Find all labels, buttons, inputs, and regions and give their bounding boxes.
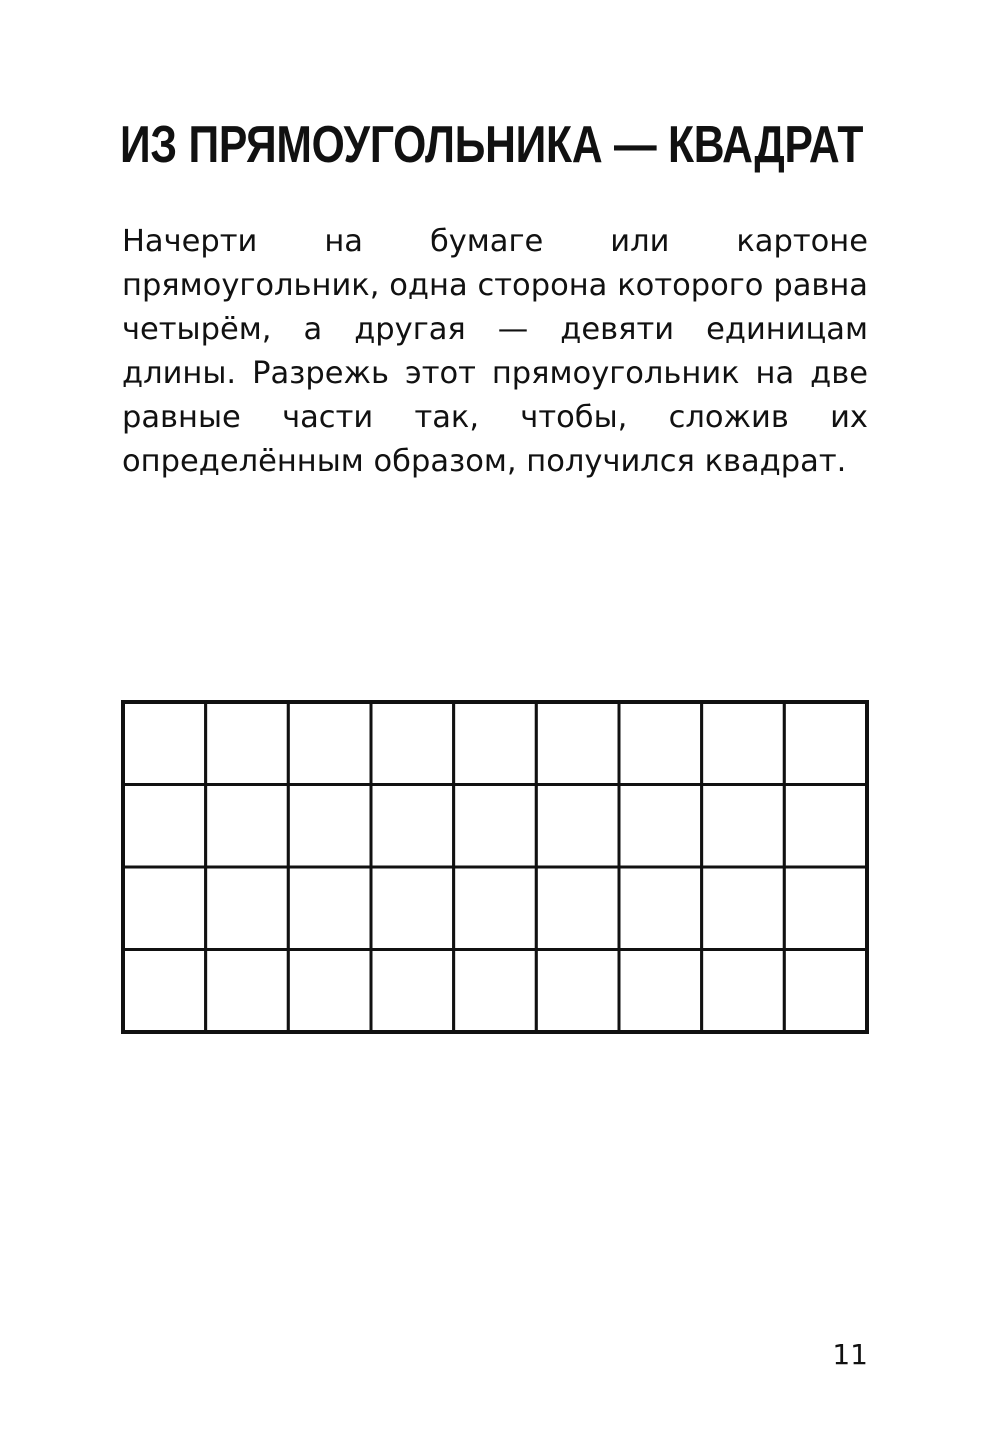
grid-cell (206, 950, 289, 1033)
grid-cell (371, 785, 454, 868)
grid-cell (784, 702, 867, 785)
grid-cell (454, 867, 537, 950)
grid-cell (123, 785, 206, 868)
rectangle-grid (121, 700, 869, 1034)
grid-cell (288, 702, 371, 785)
grid-cell (454, 950, 537, 1033)
grid-cell (619, 950, 702, 1033)
grid-drawing (121, 700, 869, 1034)
grid-cell (288, 867, 371, 950)
grid-cell (536, 785, 619, 868)
grid-cell (619, 702, 702, 785)
grid-cell (702, 785, 785, 868)
grid-cell (123, 867, 206, 950)
grid-cell (371, 950, 454, 1033)
page-title: ИЗ ПРЯМОУГОЛЬНИКА — КВАДРАТ (120, 116, 864, 174)
grid-cell (784, 867, 867, 950)
grid-cell (784, 785, 867, 868)
page-number: 11 (832, 1338, 868, 1371)
grid-cell (123, 950, 206, 1033)
grid-cell (371, 867, 454, 950)
grid-cell (371, 702, 454, 785)
grid-cell (536, 950, 619, 1033)
grid-cell (619, 785, 702, 868)
grid-cell (784, 950, 867, 1033)
grid-cell (454, 702, 537, 785)
grid-cell (206, 702, 289, 785)
grid-cell (454, 785, 537, 868)
grid-cell (536, 867, 619, 950)
grid-cell (702, 702, 785, 785)
grid-cell (206, 785, 289, 868)
instruction-text: Начерти на бумаге или картоне прямоугольник, одна сторона которого равна четырём, а другая — девяти единицам длины. Разрежь этот прямоугольник на две равные части так, чтобы, сложив их определённым образом, получился квадрат. (122, 224, 868, 479)
grid-cell (702, 950, 785, 1033)
grid-cell (536, 702, 619, 785)
grid-cell (702, 867, 785, 950)
grid-cell (288, 950, 371, 1033)
grid-cell (123, 702, 206, 785)
grid-cell (619, 867, 702, 950)
grid-cell (288, 785, 371, 868)
grid-cell (206, 867, 289, 950)
